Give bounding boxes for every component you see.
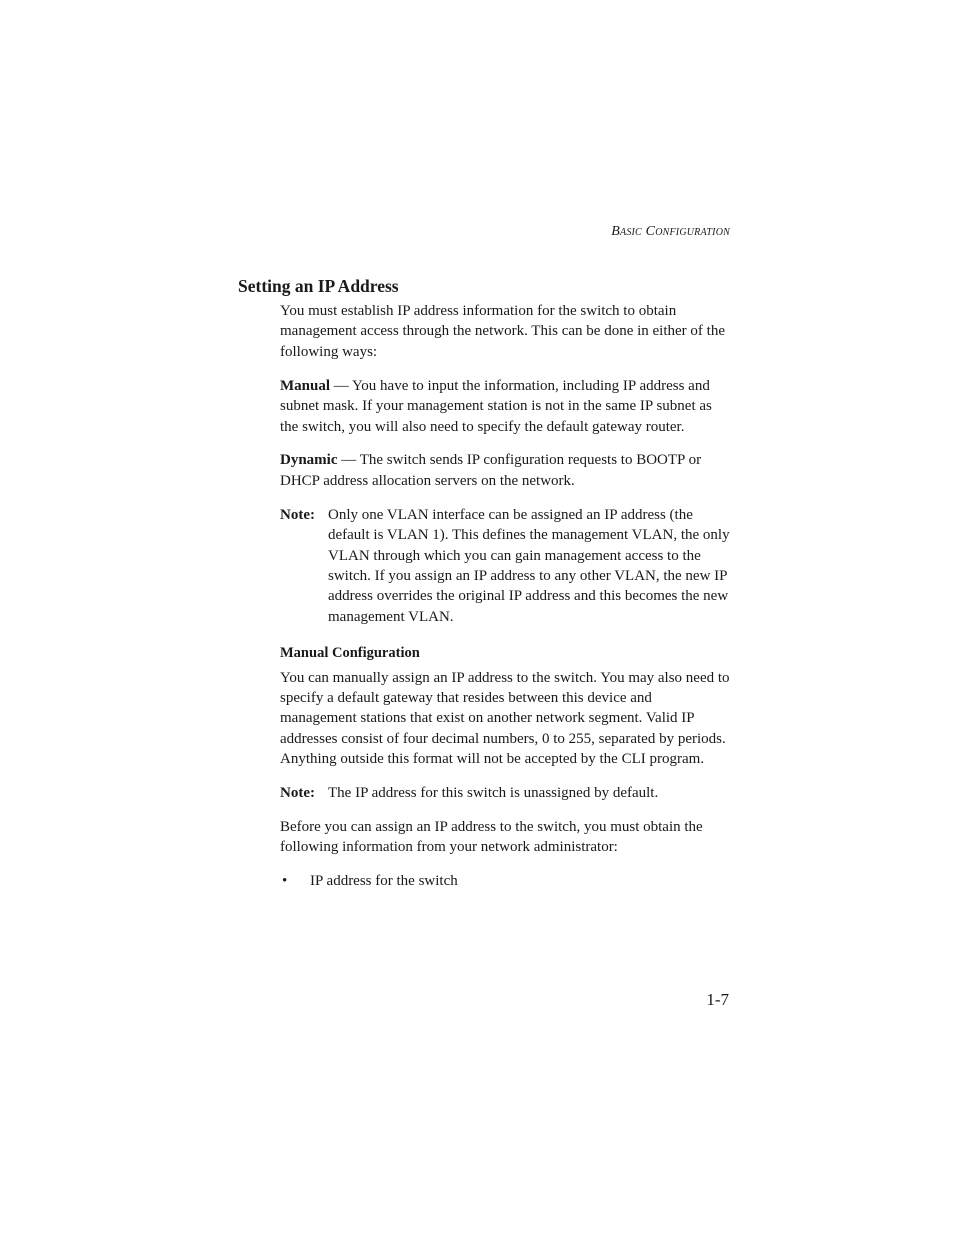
- page-number: 1-7: [706, 990, 729, 1009]
- body-text: [280, 301, 730, 892]
- note-text: The IP address for this switch is unassigned by default.: [328, 785, 659, 802]
- before-paragraph: Before you can assign an IP address to the switch, you must obtain the following information from your network administrator:: [280, 819, 703, 856]
- note-default: [280, 783, 730, 803]
- manual-label: Manual: [280, 377, 331, 394]
- dynamic-label: Dynamic: [280, 452, 338, 469]
- note-text: Only one VLAN interface can be assigned an IP address (the default is VLAN 1). This defines the management VLAN, the only VLAN through which you can gain management access to the switch. If you assign an IP address to any other VLAN, the new IP address overrides the original IP address and this becomes the new management VLAN.: [328, 506, 730, 625]
- manual-paragraph: [280, 376, 730, 437]
- manual-configuration-heading: Manual Configuration: [280, 645, 420, 662]
- note-label: Note:: [280, 785, 315, 802]
- dynamic-text: — The switch sends IP configuration requests to BOOTP or DHCP address allocation servers on the network.: [280, 452, 702, 489]
- manual-text: — You have to input the information, including IP address and subnet mask. If your management station is not in the same IP subnet as the switch, you will also need to specify the default gateway router.: [280, 377, 712, 435]
- running-head: [611, 224, 730, 240]
- intro-paragraph: You must establish IP address information for the switch to obtain management access through the network. This can be done in either of the following ways:: [280, 303, 725, 360]
- bullet-mark: •: [282, 873, 288, 890]
- manual-configuration-paragraph: You can manually assign an IP address to the switch. You may also need to specify a default gateway that resides between this device and management stations that exist on another network segment. Valid IP addresses consist of four decimal numbers, 0 to 255, separated by periods. Anything outside this format will not be accepted by the CLI program.: [280, 669, 730, 768]
- section-title: Setting an IP Address: [238, 276, 399, 296]
- bullet-item: [280, 871, 730, 891]
- note-vlan: [280, 505, 730, 627]
- bullet-text: IP address for the switch: [310, 873, 458, 890]
- running-head-c: C: [645, 224, 656, 239]
- running-head-asic: asic: [620, 224, 642, 239]
- note-label: Note:: [280, 506, 315, 523]
- dynamic-paragraph: [280, 450, 730, 491]
- running-head-onfiguration: onfiguration: [655, 224, 730, 239]
- running-head-b: B: [611, 224, 621, 239]
